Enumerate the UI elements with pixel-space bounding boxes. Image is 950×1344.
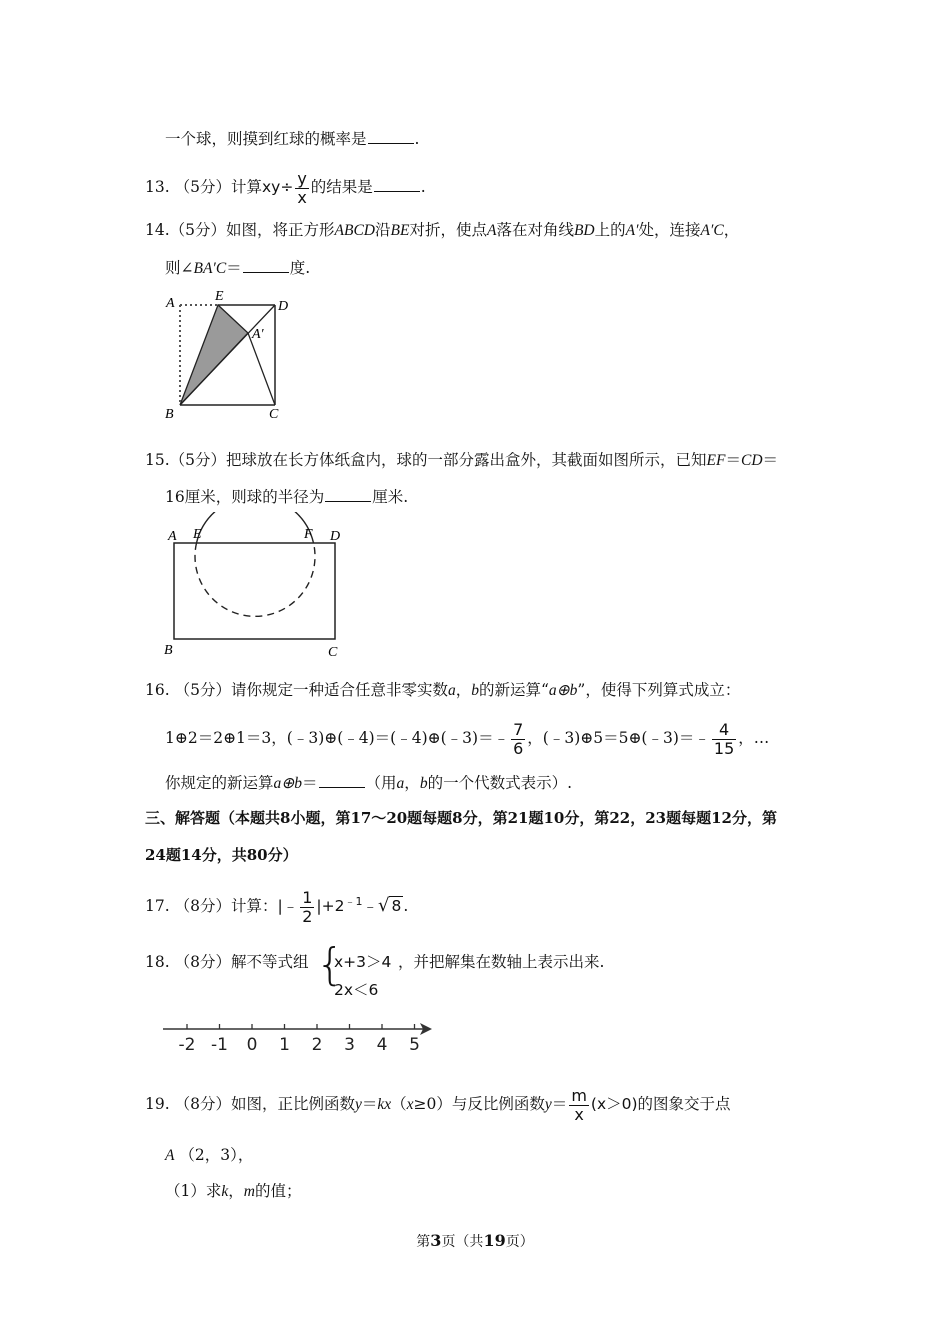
answer-blank bbox=[325, 486, 371, 502]
question-number: 18. bbox=[145, 953, 170, 971]
inequality-2: 2x＜6 bbox=[334, 981, 379, 999]
label-c: C bbox=[328, 645, 338, 660]
var: x bbox=[406, 1096, 414, 1113]
q12-end: . bbox=[414, 130, 420, 148]
q16-text: ”，使得下列算式成立： bbox=[577, 681, 741, 699]
axis-tick-label: -1 bbox=[211, 1035, 228, 1055]
q13-end: . bbox=[420, 178, 426, 196]
q15-text: ＝ bbox=[725, 451, 741, 469]
label-e: E bbox=[215, 289, 224, 304]
question-19-line2 bbox=[165, 1143, 253, 1168]
q17-text: （8分）计算： bbox=[174, 897, 278, 916]
q13-expr: xy÷ bbox=[261, 178, 294, 196]
ball-arc-hidden bbox=[195, 543, 315, 616]
fraction-4-15: $\frac{4}{15}$ bbox=[713, 719, 735, 758]
var: k bbox=[221, 1183, 229, 1200]
question-number: 19. bbox=[145, 1095, 170, 1113]
inequality-1: x+3＞4 bbox=[334, 953, 392, 971]
question-14 bbox=[145, 218, 739, 243]
label-b: B bbox=[165, 407, 174, 422]
fraction-m-over-x: $\frac{m}{x}$ bbox=[571, 1085, 587, 1124]
q16-text: 你规定的新运算 bbox=[165, 774, 274, 792]
q19-text: 的图象交于点 bbox=[637, 1095, 731, 1113]
q19-text: 的值； bbox=[254, 1182, 302, 1200]
brace-icon: { bbox=[316, 939, 344, 990]
var: y bbox=[544, 1096, 552, 1113]
question-19 bbox=[145, 1080, 731, 1128]
q15-text: 厘米. bbox=[372, 488, 409, 506]
axis-tick-label: 3 bbox=[344, 1035, 355, 1055]
question-18 bbox=[145, 950, 308, 974]
var: a bbox=[447, 682, 456, 699]
footer-text: 页） bbox=[505, 1234, 534, 1250]
q16-text: ，… bbox=[738, 729, 770, 747]
label-f: F bbox=[304, 527, 313, 542]
q12-continuation bbox=[165, 127, 419, 151]
q19-text: ≥0）与反比例函数 bbox=[413, 1095, 545, 1113]
section-3-heading: 三、解答题（本题共8小题，第17～20题每题8分，第21题10分，第22，23题每题12分，第 bbox=[145, 809, 777, 827]
q16-text: ， bbox=[404, 774, 420, 792]
q19-text: ＝ bbox=[551, 1095, 568, 1113]
q14-text: （5分）如图，将正方形 bbox=[169, 221, 335, 239]
q19-condition: (x＞0) bbox=[590, 1095, 638, 1113]
q19-text: （ bbox=[391, 1095, 407, 1113]
var: A bbox=[486, 222, 497, 239]
q18-text: （8分）解不等式组 bbox=[174, 953, 309, 971]
segment-apc bbox=[248, 333, 275, 405]
q14-text: 沿 bbox=[375, 221, 391, 239]
question-number: 13. bbox=[145, 178, 170, 196]
q16-text: ，(﹣3)⊕5＝5⊕(﹣3)＝﹣ bbox=[527, 729, 710, 747]
label-e: E bbox=[193, 527, 202, 542]
question-16 bbox=[145, 678, 740, 703]
page-number: 3 bbox=[430, 1231, 442, 1250]
label-d: D bbox=[330, 529, 341, 544]
var: y bbox=[354, 1096, 362, 1113]
q16-text: 的一个代数式表示）. bbox=[427, 774, 572, 792]
q13-text: （5分）计算 bbox=[174, 178, 262, 196]
question-16-line3 bbox=[165, 771, 572, 796]
footer-text: 第 bbox=[416, 1234, 431, 1250]
var: b bbox=[419, 775, 428, 792]
q14-text: ， bbox=[723, 221, 740, 239]
question-13 bbox=[145, 164, 426, 210]
var: A bbox=[165, 1147, 175, 1164]
var: kx bbox=[377, 1096, 392, 1113]
q16-text: （用 bbox=[365, 774, 397, 792]
question-number: 17. bbox=[145, 897, 170, 916]
answer-blank bbox=[368, 128, 414, 144]
var: ABCD bbox=[334, 222, 375, 239]
fraction-1-2: $\frac{1}{2}$ bbox=[302, 887, 313, 926]
var: m bbox=[243, 1183, 255, 1200]
q17-expr: ﹣ bbox=[362, 897, 378, 916]
sqrt-icon: √ bbox=[377, 895, 390, 917]
q19-text: ＝ bbox=[361, 1095, 378, 1113]
question-15-line2 bbox=[165, 485, 408, 509]
axis-tick-label: 1 bbox=[279, 1035, 290, 1055]
var: BA′C bbox=[193, 260, 227, 277]
fraction-y-over-x: $\frac{y}{x}$ bbox=[297, 168, 307, 207]
label-a-prime: A′ bbox=[252, 327, 264, 342]
q16-text: 的新运算“ bbox=[478, 681, 549, 699]
var: EF bbox=[706, 452, 726, 469]
ball-arc-visible bbox=[197, 512, 314, 543]
q15-text: ＝ bbox=[762, 451, 779, 469]
var: a bbox=[396, 775, 405, 792]
square-fold-figure bbox=[160, 285, 300, 425]
q14-text: 则∠ bbox=[165, 259, 194, 277]
label-d: D bbox=[278, 299, 289, 314]
var: a⊕b bbox=[548, 682, 578, 699]
q16-text: ， bbox=[455, 681, 472, 699]
q18-tail: ，并把解集在数轴上表示出来. bbox=[398, 953, 605, 971]
q16-text: （5分）请你规定一种适合任意非零实数 bbox=[174, 681, 448, 699]
q19-text: （2，3）， bbox=[179, 1146, 254, 1164]
q19-text: （1）求 bbox=[165, 1182, 222, 1200]
var: CD bbox=[740, 452, 763, 469]
q16-text: 1⊕2＝2⊕1＝3，(﹣3)⊕(﹣4)＝(﹣4)⊕(﹣3)＝﹣ bbox=[165, 729, 510, 747]
q14-text: 落在对角线 bbox=[496, 221, 574, 239]
q12-text: 一个球，则摸到红球的概率是 bbox=[165, 130, 367, 148]
q13-tail: 的结果是 bbox=[310, 178, 373, 196]
question-16-line2 bbox=[165, 714, 769, 762]
q15-text: （5分）把球放在长方体纸盒内，球的一部分露出盒外，其截面如图所示，已知 bbox=[169, 451, 707, 469]
q14-text: ＝ bbox=[226, 259, 242, 277]
label-c: C bbox=[269, 407, 279, 422]
question-19-part1 bbox=[165, 1179, 302, 1204]
q17-end: . bbox=[403, 897, 409, 916]
q19-text: ， bbox=[228, 1182, 244, 1200]
question-number: 16. bbox=[145, 681, 170, 699]
question-14-line2 bbox=[165, 256, 310, 281]
var: a⊕b bbox=[273, 775, 303, 792]
q14-text: 处，连接 bbox=[638, 221, 701, 239]
q19-text: （8分）如图，正比例函数 bbox=[174, 1095, 355, 1113]
label-a: A bbox=[166, 296, 175, 311]
section-3-heading-line2: 24题14分，共80分） bbox=[145, 846, 298, 864]
axis-tick-label: 4 bbox=[376, 1035, 388, 1055]
box-section bbox=[174, 543, 335, 639]
q14-text: 对折，使点 bbox=[409, 221, 487, 239]
axis-tick-label: 2 bbox=[311, 1035, 323, 1055]
q15-text: 16厘米，则球的半径为 bbox=[165, 488, 325, 506]
var: BE bbox=[390, 222, 410, 239]
page-footer bbox=[0, 1229, 950, 1254]
q14-text: 上的 bbox=[594, 221, 626, 239]
var: BD bbox=[573, 222, 595, 239]
var: b bbox=[471, 682, 479, 699]
q17-expr: |﹣ bbox=[277, 897, 299, 916]
footer-text: 页（共 bbox=[441, 1234, 484, 1250]
question-number: 14. bbox=[145, 221, 170, 239]
q16-text: ＝ bbox=[302, 774, 318, 792]
folded-triangle bbox=[180, 305, 248, 405]
var: A′ bbox=[625, 222, 639, 239]
question-number: 15. bbox=[145, 451, 170, 469]
q17-exponent: ﹣1 bbox=[344, 895, 363, 908]
radicand: 8 bbox=[391, 897, 402, 916]
q17-expr: |+2 bbox=[316, 897, 345, 916]
axis-tick-label: -2 bbox=[178, 1035, 196, 1055]
axis-tick-label: 0 bbox=[246, 1035, 258, 1055]
question-15 bbox=[145, 448, 778, 473]
fraction-7-6: $\frac{7}{6}$ bbox=[513, 719, 524, 758]
answer-blank bbox=[243, 257, 289, 273]
page-total: 19 bbox=[483, 1231, 506, 1250]
ball-box-figure bbox=[160, 512, 350, 662]
var: A′C bbox=[700, 222, 724, 239]
number-line bbox=[160, 1018, 445, 1058]
label-b: B bbox=[164, 643, 173, 658]
q14-text: 度. bbox=[289, 259, 311, 277]
answer-blank bbox=[319, 772, 365, 788]
question-17 bbox=[145, 878, 408, 926]
answer-blank bbox=[374, 176, 420, 192]
axis-tick-label: 5 bbox=[409, 1035, 420, 1055]
label-a: A bbox=[168, 529, 177, 544]
